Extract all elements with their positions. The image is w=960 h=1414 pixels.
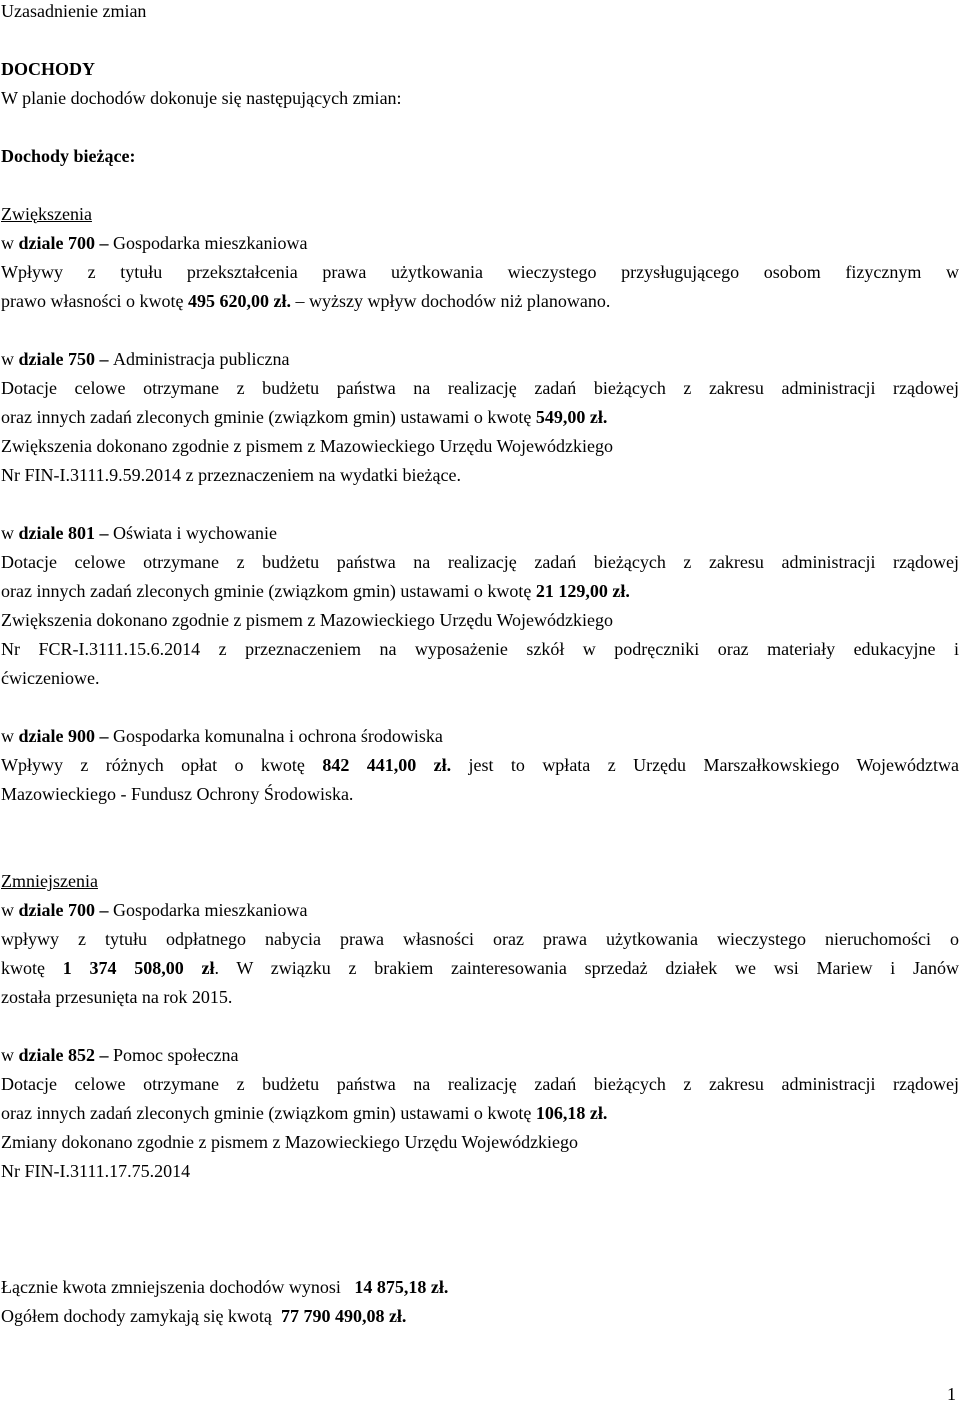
subheading-current-income: Dochody bieżące: <box>1 146 136 166</box>
section-text: Wpływy z różnych opłat o kwotę 842 441,00 zł. jest to wpłata z Urzędu Marszałkowskiego Województwa <box>1 755 959 775</box>
amount: 549,00 zł. <box>535 407 608 427</box>
section-text: Nr FIN-I.3111.17.75.2014 <box>1 1161 191 1181</box>
increases-label: Zwiększenia <box>1 204 92 224</box>
increase-section-900 <box>1 722 959 809</box>
section-header: w dziale 900 – Gospodarka komunalna i ochrona środowiska <box>1 726 443 746</box>
section-text: oraz innych zadań zleconych gminie (związkom gmin) ustawami o kwotę 21 129,00 zł. <box>1 581 630 601</box>
decreases-label: Zmniejszenia <box>1 871 98 891</box>
section-text: Wpływy z tytułu przekształcenia prawa użytkowania wieczystego przysługującego osobom fizycznym w <box>1 262 959 282</box>
section-text: Zwiększenia dokonano zgodnie z pismem z Mazowieckiego Urzędu Wojewódzkiego <box>1 610 614 630</box>
section-text: ćwiczeniowe. <box>1 668 100 688</box>
section-text: kwotę 1 374 508,00 zł. W związku z brakiem zainteresowania sprzedaż działek we wsi Mariew i Janów <box>1 958 959 978</box>
section-heading-dochody: DOCHODY <box>1 59 95 79</box>
increase-section-750 <box>1 345 959 490</box>
section-header: w dziale 750 – Administracja publiczna <box>1 349 290 369</box>
section-header: w dziale 852 – Pomoc społeczna <box>1 1045 239 1065</box>
amount: 1 374 508,00 zł <box>62 958 215 978</box>
section-text: oraz innych zadań zleconych gminie (związkom gmin) ustawami o kwotę 106,18 zł. <box>1 1103 608 1123</box>
summary-decrease-total: Łącznie kwota zmniejszenia dochodów wynosi 14 875,18 zł. <box>1 1277 449 1297</box>
section-text: oraz innych zadań zleconych gminie (związkom gmin) ustawami o kwotę 549,00 zł. <box>1 407 608 427</box>
section-header: w dziale 700 – Gospodarka mieszkaniowa <box>1 233 308 253</box>
section-text: Dotacje celowe otrzymane z budżetu państwa na realizację zadań bieżących z zakresu administracji rządowej <box>1 1074 959 1094</box>
section-text: Dotacje celowe otrzymane z budżetu państwa na realizację zadań bieżących z zakresu administracji rządowej <box>1 378 959 398</box>
section-text: Nr FCR-I.3111.15.6.2014 z przeznaczeniem na wyposażenie szkół w podręczniki oraz materiały edukacyjne i <box>1 639 959 659</box>
section-header: w dziale 801 – Oświata i wychowanie <box>1 523 277 543</box>
document-page <box>1 0 959 1331</box>
section-text: została przesunięta na rok 2015. <box>1 987 233 1007</box>
amount: 495 620,00 zł. <box>187 291 291 311</box>
increase-section-801 <box>1 519 959 693</box>
section-text: Zwiększenia dokonano zgodnie z pismem z Mazowieckiego Urzędu Wojewódzkiego <box>1 436 614 456</box>
section-text: Mazowieckiego - Fundusz Ochrony Środowiska. <box>1 784 354 804</box>
section-text: Zmiany dokonano zgodnie z pismem z Mazowieckiego Urzędu Wojewódzkiego <box>1 1132 579 1152</box>
page-number: 1 <box>947 1384 956 1404</box>
intro-text: W planie dochodów dokonuje się następujących zmian: <box>1 88 402 108</box>
increase-section-700 <box>1 229 959 316</box>
document-title: Uzasadnienie zmian <box>1 1 147 21</box>
amount: 106,18 zł. <box>535 1103 608 1123</box>
section-text: wpływy z tytułu odpłatnego nabycia prawa własności oraz prawa użytkowania wieczystego nieruchomości o <box>1 929 959 949</box>
section-header: w dziale 700 – Gospodarka mieszkaniowa <box>1 900 308 920</box>
amount: 842 441,00 zł. <box>322 755 452 775</box>
decrease-section-852 <box>1 1041 959 1186</box>
amount: 21 129,00 zł. <box>535 581 630 601</box>
section-text: Nr FIN-I.3111.9.59.2014 z przeznaczeniem na wydatki bieżące. <box>1 465 461 485</box>
section-text: Dotacje celowe otrzymane z budżetu państwa na realizację zadań bieżących z zakresu administracji rządowej <box>1 552 959 572</box>
summary-income-total: Ogółem dochody zamykają się kwotą 77 790 490,08 zł. <box>1 1306 407 1326</box>
section-text: prawo własności o kwotę 495 620,00 zł. – wyższy wpływ dochodów niż planowano. <box>1 291 611 311</box>
decrease-section-700 <box>1 896 959 1012</box>
